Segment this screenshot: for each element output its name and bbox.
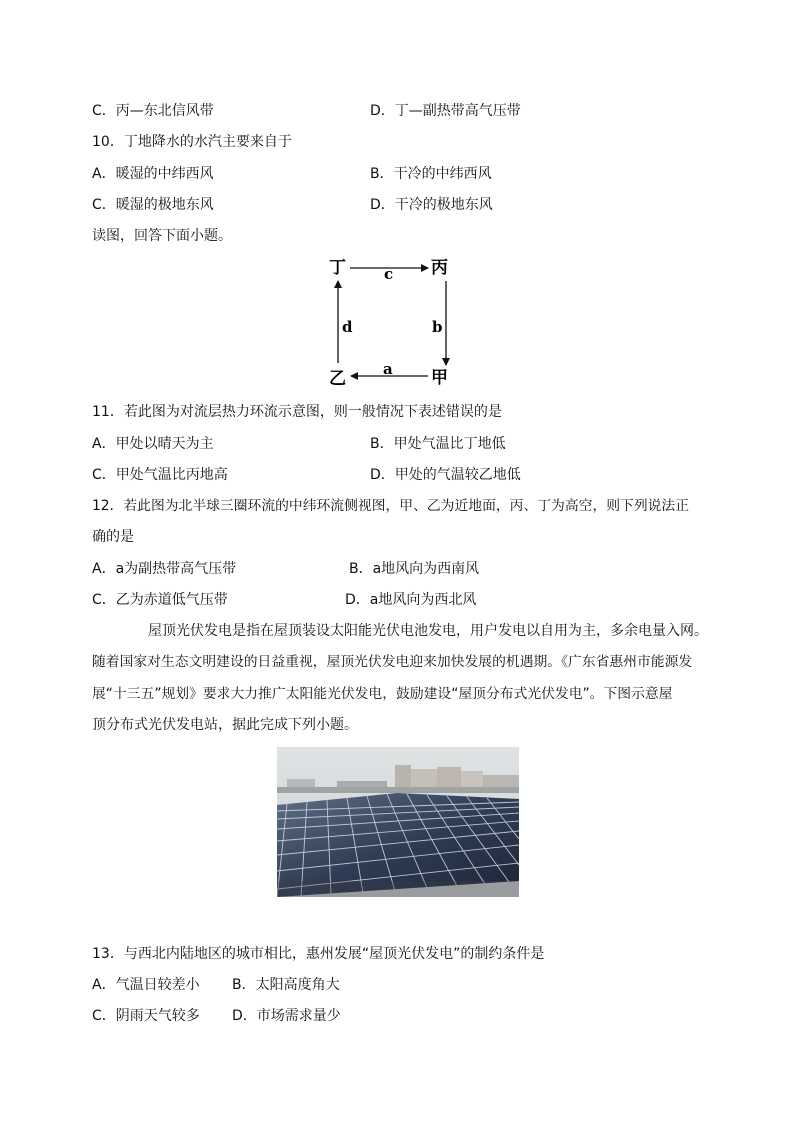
q11-option-d: D．甲处的气温较乙地低: [370, 467, 521, 483]
q10-option-d: D．干冷的极地东风: [370, 197, 493, 213]
q12-stem-line2: 确的是: [92, 529, 134, 545]
q12-stem-line1: 12．若此图为北半球三圈环流的中纬环流侧视图，甲、乙为近地面，丙、丁为高空，则下列说法正: [92, 498, 690, 514]
passage-line-1: 屋顶光伏发电是指在屋顶装设太阳能光伏电池发电，用户发电以自用为主，多余电量入网。: [148, 623, 708, 639]
q9-option-d: D．丁—副热带高气压带: [370, 103, 521, 119]
q13-stem: 13．与西北内陆地区的城市相比，惠州发展“屋顶光伏发电”的制约条件是: [92, 946, 545, 962]
q10-option-c: C．暖湿的极地东风: [92, 197, 214, 213]
q12-option-a: A．a为副热带高气压带: [92, 561, 237, 577]
q10-stem: 10．丁地降水的水汽主要来自于: [92, 134, 292, 150]
label-a: a: [383, 360, 393, 378]
corner-jia: 甲: [431, 368, 448, 388]
q12-option-d: D．a地风向为西北风: [345, 592, 477, 608]
passage-line-2: 随着国家对生态文明建设的日益重视，屋顶光伏发电迎来加快发展的机遇期。《广东省惠州市能源发: [92, 654, 693, 670]
q11-option-a: A．甲处以晴天为主: [92, 436, 214, 452]
label-b: b: [432, 318, 443, 336]
q11-option-c: C．甲处气温比丙地高: [92, 467, 228, 483]
corner-ding: 丁: [329, 258, 346, 278]
rooftop-solar-photo: [277, 747, 519, 897]
passage-line-3: 展“十三五”规划》要求大力推广太阳能光伏发电，鼓励建设“屋顶分布式光伏发电”。下图示意屋: [92, 686, 673, 702]
corner-bing: 丙: [431, 258, 448, 278]
label-d: d: [342, 318, 353, 336]
q13-option-a: A．气温日较差小: [92, 977, 200, 993]
q10-option-a: A．暖湿的中纬西风: [92, 166, 214, 182]
q13-option-d: D．市场需求量少: [232, 1008, 341, 1024]
q13-option-b: B．太阳高度角大: [232, 977, 340, 993]
corner-yi: 乙: [329, 369, 346, 389]
q9-option-c: C．丙—东北信风带: [92, 103, 214, 119]
passage-line-4: 顶分布式光伏发电站，据此完成下列小题。: [92, 717, 358, 733]
circulation-diagram: [318, 253, 468, 393]
q11-stem: 11．若此图为对流层热力环流示意图，则一般情况下表述错误的是: [92, 404, 502, 420]
q12-option-b: B．a地风向为西南风: [349, 561, 480, 577]
intro-read-figure: 读图，回答下面小题。: [92, 228, 232, 244]
q10-option-b: B．干冷的中纬西风: [370, 166, 492, 182]
q13-option-c: C．阴雨天气较多: [92, 1008, 200, 1024]
q12-option-c: C．乙为赤道低气压带: [92, 592, 228, 608]
q11-option-b: B．甲处气温比丁地低: [370, 436, 506, 452]
label-c: c: [384, 265, 394, 283]
